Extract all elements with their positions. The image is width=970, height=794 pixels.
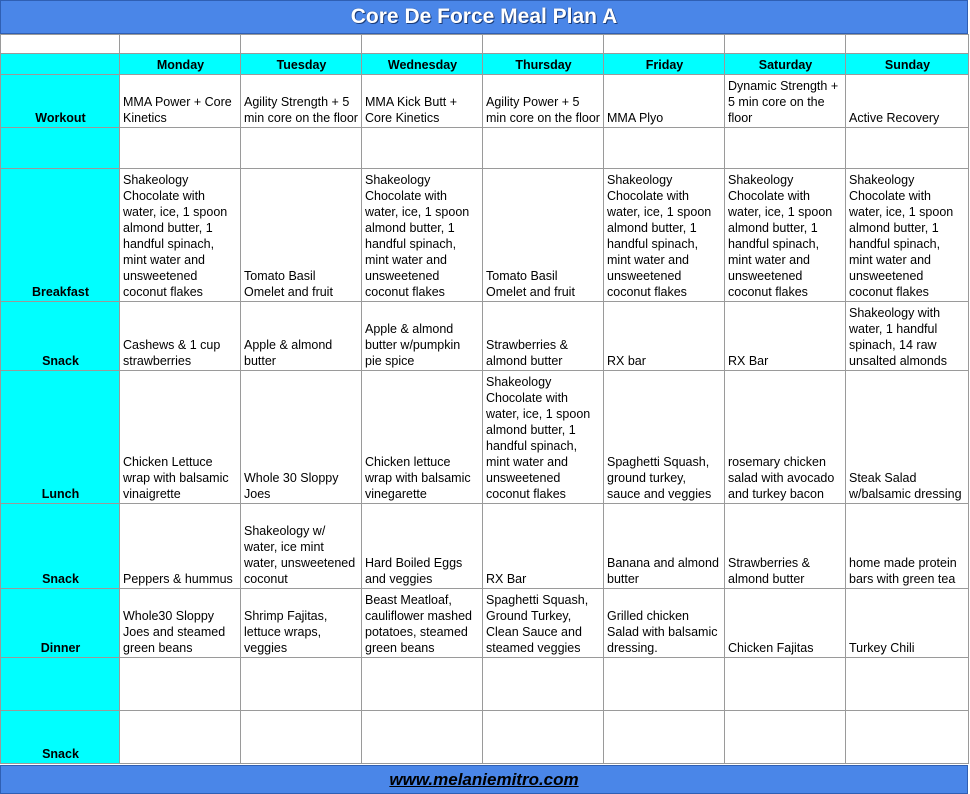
table-cell <box>120 711 241 764</box>
table-cell <box>483 711 604 764</box>
table-cell: Banana and almond butter <box>604 504 725 589</box>
row-blank <box>1 658 969 711</box>
row-label: Breakfast <box>1 169 120 302</box>
table-cell <box>483 128 604 169</box>
table-cell: Chicken Fajitas <box>725 589 846 658</box>
row-label: Snack <box>1 504 120 589</box>
table-cell: Shrimp Fajitas, lettuce wraps, veggies <box>241 589 362 658</box>
table-cell: Shakeology w/ water, ice mint water, unsweetened coconut <box>241 504 362 589</box>
table-cell <box>362 658 483 711</box>
table-cell: RX Bar <box>725 302 846 371</box>
table-cell <box>241 658 362 711</box>
table-cell <box>483 35 604 54</box>
table-cell <box>725 658 846 711</box>
table-cell <box>846 711 969 764</box>
table-cell: Steak Salad w/balsamic dressing <box>846 371 969 504</box>
table-cell: Active Recovery <box>846 75 969 128</box>
table-cell <box>604 711 725 764</box>
table-cell: home made protein bars with green tea <box>846 504 969 589</box>
table-cell: Chicken Lettuce wrap with balsamic vinaigrette <box>120 371 241 504</box>
day-header-thursday: Thursday <box>483 54 604 75</box>
table-cell <box>846 128 969 169</box>
table-cell: Hard Boiled Eggs and veggies <box>362 504 483 589</box>
table-cell: Turkey Chili <box>846 589 969 658</box>
table-cell: Beast Meatloaf, cauliflower mashed potatoes, steamed green beans <box>362 589 483 658</box>
row-label: Workout <box>1 75 120 128</box>
table-cell: Spaghetti Squash, ground turkey, sauce and veggies <box>604 371 725 504</box>
title-text: Core De Force Meal Plan A <box>350 5 618 28</box>
row-workout <box>1 75 969 128</box>
table-cell: Apple & almond butter w/pumpkin pie spice <box>362 302 483 371</box>
table-cell: Shakeology with water, 1 handful spinach, 14 raw unsalted almonds <box>846 302 969 371</box>
row-label: Snack <box>1 711 120 764</box>
table-cell <box>725 128 846 169</box>
table-cell: Agility Power + 5 min core on the floor <box>483 75 604 128</box>
table-cell: Shakeology Chocolate with water, ice, 1 spoon almond butter, 1 handful spinach, mint water and unsweetened coconut flakes <box>362 169 483 302</box>
table-cell: Shakeology Chocolate with water, ice, 1 spoon almond butter, 1 handful spinach, mint water and unsweetened coconut flakes <box>846 169 969 302</box>
table-cell: Whole30 Sloppy Joes and steamed green beans <box>120 589 241 658</box>
table-cell <box>362 128 483 169</box>
table-cell <box>604 128 725 169</box>
day-header-monday: Monday <box>120 54 241 75</box>
table-cell: Strawberries & almond butter <box>483 302 604 371</box>
table-cell: MMA Power + Core Kinetics <box>120 75 241 128</box>
spacer-row <box>1 35 969 54</box>
row-snack <box>1 302 969 371</box>
table-cell <box>725 35 846 54</box>
row-label <box>1 128 120 169</box>
table-cell <box>120 35 241 54</box>
table-cell: Shakeology Chocolate with water, ice, 1 spoon almond butter, 1 handful spinach, mint water and unsweetened coconut flakes <box>483 371 604 504</box>
row-blank <box>1 128 969 169</box>
row-label: Snack <box>1 302 120 371</box>
day-header-sunday: Sunday <box>846 54 969 75</box>
table-cell: Cashews & 1 cup strawberries <box>120 302 241 371</box>
table-cell <box>846 35 969 54</box>
row-label <box>1 658 120 711</box>
table-cell: Spaghetti Squash, Ground Turkey, Clean Sauce and steamed veggies <box>483 589 604 658</box>
table-cell: rosemary chicken salad with avocado and turkey bacon <box>725 371 846 504</box>
table-cell: Chicken lettuce wrap with balsamic vinegarette <box>362 371 483 504</box>
table-cell <box>120 658 241 711</box>
row-lunch <box>1 371 969 504</box>
table-cell: Strawberries & almond butter <box>725 504 846 589</box>
table-cell: Peppers & hummus <box>120 504 241 589</box>
table-cell <box>241 711 362 764</box>
corner-cell <box>1 54 120 75</box>
row-label: Dinner <box>1 589 120 658</box>
table-cell <box>846 658 969 711</box>
day-header-row <box>1 54 969 75</box>
row-label: Lunch <box>1 371 120 504</box>
table-cell: Tomato Basil Omelet and fruit <box>241 169 362 302</box>
row-snack <box>1 711 969 764</box>
table-cell: Dynamic Strength + 5 min core on the floor <box>725 75 846 128</box>
table-cell: Agility Strength + 5 min core on the floor <box>241 75 362 128</box>
table-cell: Tomato Basil Omelet and fruit <box>483 169 604 302</box>
row-dinner <box>1 589 969 658</box>
table-cell: MMA Kick Butt + Core Kinetics <box>362 75 483 128</box>
table-cell: RX bar <box>604 302 725 371</box>
day-header-saturday: Saturday <box>725 54 846 75</box>
table-cell <box>362 35 483 54</box>
table-cell: Shakeology Chocolate with water, ice, 1 spoon almond butter, 1 handful spinach, mint water and unsweetened coconut flakes <box>725 169 846 302</box>
page-title <box>0 0 968 34</box>
day-header-tuesday: Tuesday <box>241 54 362 75</box>
row-snack <box>1 504 969 589</box>
table-cell <box>604 35 725 54</box>
day-header-friday: Friday <box>604 54 725 75</box>
table-cell <box>241 35 362 54</box>
table-cell <box>725 711 846 764</box>
day-header-wednesday: Wednesday <box>362 54 483 75</box>
table-cell <box>604 658 725 711</box>
table-cell <box>362 711 483 764</box>
table-cell <box>483 658 604 711</box>
table-cell: MMA Plyo <box>604 75 725 128</box>
footer-website-link[interactable]: www.melaniemitro.com <box>389 769 579 789</box>
table-cell: RX Bar <box>483 504 604 589</box>
table-cell: Shakeology Chocolate with water, ice, 1 spoon almond butter, 1 handful spinach, mint water and unsweetened coconut flakes <box>604 169 725 302</box>
meal-plan-table <box>0 34 969 764</box>
table-cell: Grilled chicken Salad with balsamic dressing. <box>604 589 725 658</box>
table-cell: Apple & almond butter <box>241 302 362 371</box>
footer-bar <box>0 765 968 794</box>
table-cell <box>120 128 241 169</box>
table-cell: Whole 30 Sloppy Joes <box>241 371 362 504</box>
table-cell <box>1 35 120 54</box>
table-cell: Shakeology Chocolate with water, ice, 1 spoon almond butter, 1 handful spinach, mint water and unsweetened coconut flakes <box>120 169 241 302</box>
table-cell <box>241 128 362 169</box>
row-breakfast <box>1 169 969 302</box>
